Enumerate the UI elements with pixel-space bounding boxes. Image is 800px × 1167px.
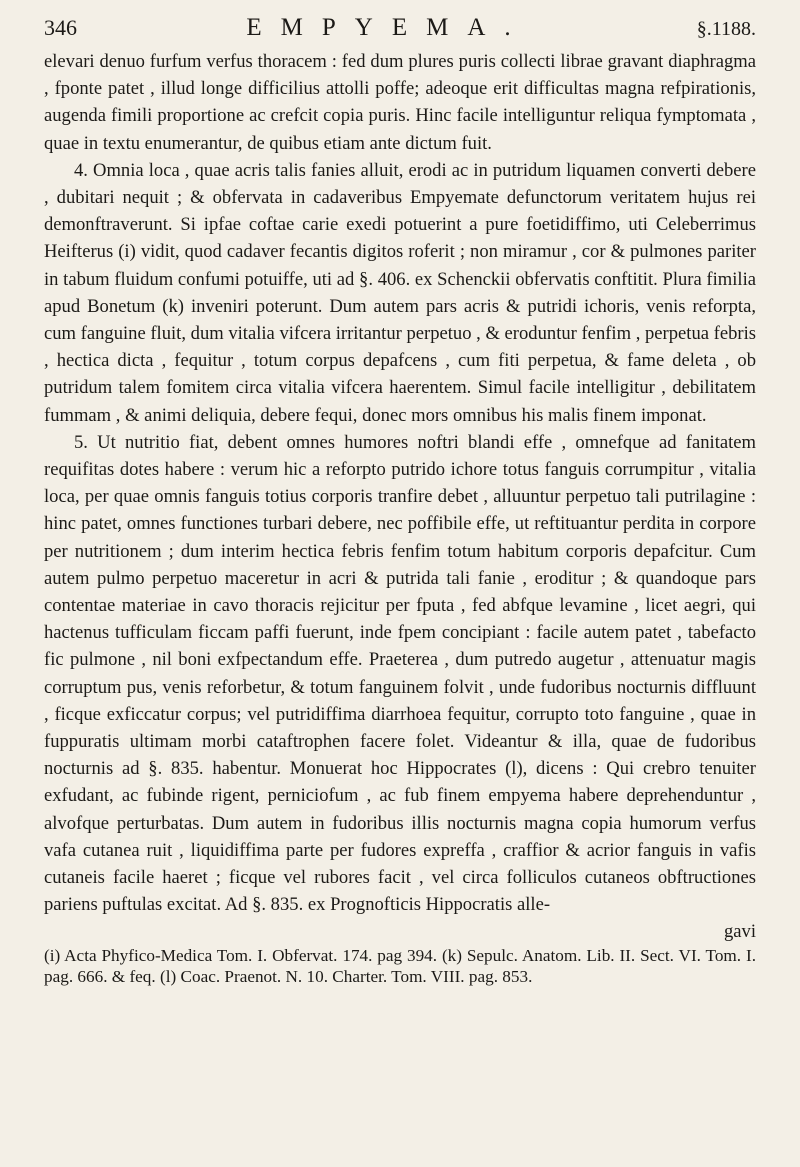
footnote: (i) Acta Phyfico-Medica Tom. I. Obfervat. 174. pag 394. (k) Sepulc. Anatom. Lib. II. Sect. VI. Tom. I. pag. 666. & feq. (l) Coac. Praenot. N. 10. Charter. Tom. VIII. pag. 853. [44, 945, 756, 986]
paragraph-5: 5. Ut nutritio fiat, debent omnes humores noftri blandi effe , omnefque ad fanitatem requifitas dotes habere : verum hic a reforpto putrido ichore totus fanguis corrumpitur , vitalia loca, per quae omnis fanguis totius corporis tranfire debet , alluuntur perpetuo tali putrilagine : hinc patet, omnes functiones turbari debere, nec poffibile effe, ut reftituantur perdita in corpore per nutritionem ; dum interim hectica febris fenfim totum habitum corporis depafcitur. Cum autem pulmo perpetuo maceretur in acri & putrida tali fanie , eroditur ; & quandoque pars contentae materiae in cavo thoracis rejicitur per fputa , fed abfque levamine , licet aegri, qui hactenus tufficulam ficcam paffi fuerunt, inde fpem concipiant : facile autem patet , tabefacto fic pulmone , nil boni exfpectandum effe. Praeterea , dum putredo augetur , attenuatur magis corruptum pus, venis reforbetur, & totum fanguinem folvit , unde fudoribus nocturnis diffluunt , ficque exficcatur corpus; vel putridiffima diarrhoea fequitur, corrupto toto fanguine , quae in fuppuratis ultimam morbi cataftrophen facere folet. Videantur & illa, quae de fudoribus nocturnis ad §. 835. habentur. Monuerat hoc Hippocrates (l), dicens : Qui crebro tenuiter exfudant, ac fubinde rigent, perniciofum , ac fub finem empyema habere deprehenduntur , alvofque perturbatas. Dum autem in fudoribus illis nocturnis magna copia humorum verfus vafa cutanea ruit , liquidiffima parte per fudores expreffa , craffior & acrior fanguis in vafis cutaneis facile haeret ; ficque vel rubores facit , vel circa folliculos cutaneos obftructiones pariens puftulas excitat. Ad §. 835. ex Prognofticis Hippocratis alle- [44, 431, 756, 916]
page-number: 346 [44, 15, 77, 40]
paragraph-4: 4. Omnia loca , quae acris talis fanies alluit, erodi ac in putridum liquamen converti debere , dubitari nequit ; & obfervata in cadaveribus Empyemate defunctorum veritatem hujus rei demonftraverunt. Si ipfae coftae carie exedi potuerint a pure foetidiffimo, uti Celeberrimus Heifterus (i) vidit, quod cadaver fecantis digitos roferit ; non miramur , cor & pulmones pariter in tabum fluidum confumi potuiffe, uti ad §. 406. ex Schenckii obfervatis conftitit. Plura fimilia apud Bonetum (k) inveniri poterunt. Dum autem pars acris & putridi ichoris, venis reforpta, cum fanguine fluit, dum vitalia vifcera irritantur perpetuo , & eroduntur fenfim , perpetua febris , hectica dicta , fequitur , totum corpus depafcens , cum fiti perpetua, & fame deleta , ob putridum talem fomitem circa vitalia vifcera haerentem. Simul facile intelligitur , debilitatem fummam , & animi deliquia, debere fequi, donec mors omnibus his malis finem imponat. [44, 159, 756, 426]
section-number: §.1188. [696, 18, 756, 40]
paragraph-continuation: elevari denuo furfum verfus thoracem : fed dum plures puris collecti librae gravant diaphragma , fponte patet , illud longe difficilius attolli poffe; adeoque erit difficultas magna refpirationis, augenda fimili proportione ac crefcit copia puris. Hinc facile intelliguntur reliqua fymptomata , quae in textu enumerantur, de quibus etiam ante dictum fuit. [44, 51, 756, 154]
running-title: EMPYEMA. [246, 14, 530, 41]
footnotes [44, 945, 756, 987]
body-text [44, 48, 756, 919]
catchword: gavi [723, 920, 756, 942]
page-header [44, 14, 756, 44]
